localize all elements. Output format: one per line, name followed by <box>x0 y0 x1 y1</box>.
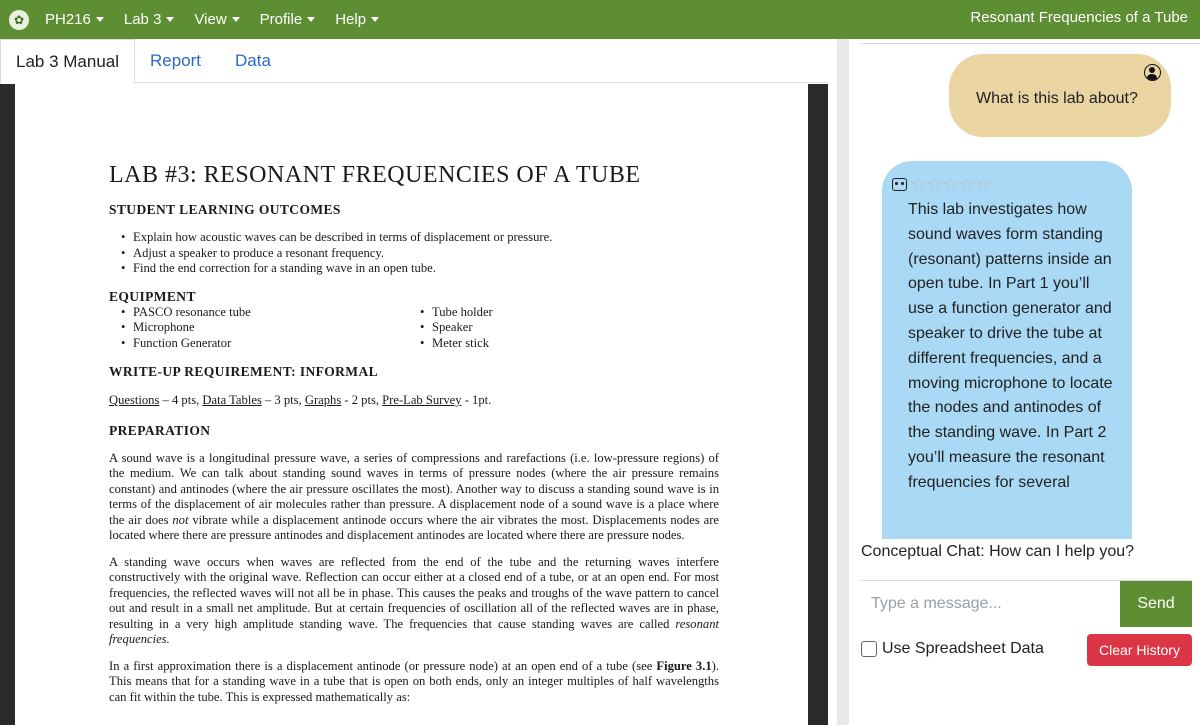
assistant-message-text: This lab investigates how sound waves form standing (resonant) patterns inside an open tube. In Part 1 you’ll use a function generator and speaker to drive the tube at different frequencies, and a moving microphone to locate the nodes and antinodes of the standing wave. In Part 2 you’ll measure the resonant frequencies for several <box>908 201 1113 491</box>
list-item: • Microphone <box>121 320 420 336</box>
menu-course[interactable]: PH216 <box>45 11 104 28</box>
tab-report[interactable]: Report <box>150 51 202 70</box>
menu-help[interactable]: Help <box>335 11 379 28</box>
prelab-survey-link[interactable]: Pre-Lab Survey <box>382 393 462 407</box>
preparation-heading: PREPARATION <box>109 422 211 438</box>
graphs-link[interactable]: Graphs <box>304 393 342 407</box>
writeup-requirements: Questions – 4 pts, Data Tables – 3 pts, Graphs - 2 pts, Pre-Lab Survey - 1pt. <box>109 393 492 407</box>
list-item: • Tube holder <box>420 305 719 321</box>
list-item: • PASCO resonance tube <box>121 305 420 321</box>
manual-content <box>109 162 719 705</box>
equipment-right-column <box>420 305 719 352</box>
chat-panel <box>849 39 1200 725</box>
lab-title: LAB #3: RESONANT FREQUENCIES OF A TUBE <box>109 162 641 188</box>
caret-down-icon <box>96 17 104 22</box>
rating-stars[interactable]: ☆☆☆☆☆ <box>911 174 992 194</box>
menu-view[interactable]: View <box>194 11 239 28</box>
spreadsheet-data-toggle[interactable] <box>861 640 1044 658</box>
clear-history-button[interactable]: Clear History <box>1087 634 1192 666</box>
list-item: • Find the end correction for a standing wave in an open tube. <box>121 261 719 277</box>
list-item: • Meter stick <box>420 336 719 352</box>
list-item: • Explain how acoustic waves can be described in terms of displacement or pressure. <box>121 230 719 246</box>
app-logo-icon[interactable]: ✿ <box>9 10 29 30</box>
message-input[interactable] <box>861 581 1119 627</box>
caret-down-icon <box>166 17 174 22</box>
tab-data[interactable]: Data <box>235 51 271 70</box>
list-item: • Speaker <box>420 320 719 336</box>
writeup-heading: WRITE-UP REQUIREMENT: INFORMAL <box>109 364 379 379</box>
send-button[interactable]: Send <box>1120 581 1192 627</box>
outcomes-heading: STUDENT LEARNING OUTCOMES <box>109 202 341 217</box>
chat-prompt-label: Conceptual Chat: How can I help you? <box>861 543 1135 560</box>
list-item: • Function Generator <box>121 336 420 352</box>
document-tabs <box>0 39 828 83</box>
pane-resize-handle[interactable] <box>837 39 849 725</box>
user-message-bubble <box>949 54 1171 137</box>
caret-down-icon <box>371 17 379 22</box>
preparation-paragraph-2: A standing wave occurs when waves are reflected from the end of the tube and the returning waves interfere constructively with the original wave. Reflection can occur either at a closed end of a tube, or at an open end. For most frequencies, the reflected waves will not all be in phase. This causes the peaks and troughs of the wave pattern to cancel out and result in a small net amplitude. But at certain frequencies of oscillation all of the reflected waves are in phase, resulting in a very high amplitude standing wave. The frequencies that cause standing waves are called resonant frequencies. <box>109 554 719 646</box>
user-message-text: What is this lab about? <box>976 90 1138 107</box>
caret-down-icon <box>307 17 315 22</box>
preparation-paragraph-1: A sound wave is a longitudinal pressure wave, a series of compressions and rarefactions (i.e. low-pressure regions) of the medium. We can talk about standing sound waves in terms of pressure nodes (where the air pressure remains constant) and antinodes (where the air pressure oscillates the most). Another way to discuss a standing sound wave is in terms of the displacement of air molecules rather than pressure. A displacement node of a sound wave is a place where the air does not vibrate while a displacement antinode occurs where the air vibrates the most. Displacements nodes are located where there are pressure antinodes and displacement antinodes are located where there are pressure nodes. <box>109 450 719 542</box>
user-avatar-icon <box>1144 64 1161 81</box>
chat-input-row <box>861 580 1192 627</box>
top-navbar <box>0 0 1200 39</box>
divider <box>861 43 1200 44</box>
data-tables-link[interactable]: Data Tables <box>202 393 262 407</box>
questions-link[interactable]: Questions <box>109 393 160 407</box>
menu-lab[interactable]: Lab 3 <box>124 11 175 28</box>
pdf-viewer[interactable] <box>0 84 828 725</box>
spreadsheet-checkbox[interactable] <box>861 641 877 657</box>
spreadsheet-checkbox-label: Use Spreadsheet Data <box>882 640 1044 657</box>
page-title: Resonant Frequencies of a Tube <box>970 9 1188 26</box>
equipment-list <box>109 305 719 352</box>
tab-lab-manual[interactable]: Lab 3 Manual <box>0 39 135 84</box>
preparation-paragraph-3: In a first approximation there is a displacement antinode (or pressure node) at an open end of a tube (see Figure 3.1). This means that for a standing wave in a tube that is open on both ends, only an integer multiples of half wavelengths can fit within the tube. This is expressed mathematically as: <box>109 658 720 704</box>
equipment-left-column <box>121 305 420 352</box>
assistant-message-header <box>892 176 992 192</box>
menu-profile[interactable]: Profile <box>260 11 316 28</box>
equipment-heading: EQUIPMENT <box>109 288 196 304</box>
assistant-message-bubble <box>882 161 1132 539</box>
outcomes-list <box>121 230 719 277</box>
list-item: • Adjust a speaker to produce a resonant frequency. <box>121 246 719 262</box>
caret-down-icon <box>232 17 240 22</box>
robot-icon <box>892 178 907 191</box>
pdf-page <box>15 84 808 725</box>
